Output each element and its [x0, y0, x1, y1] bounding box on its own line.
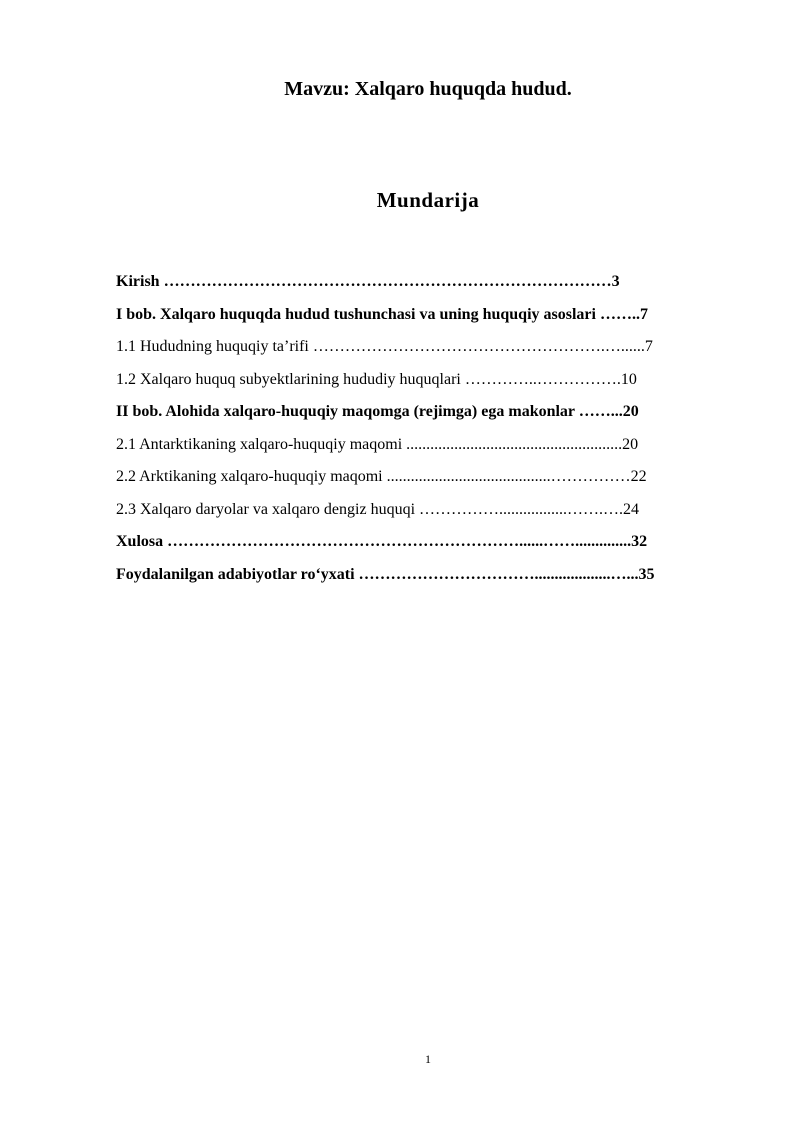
toc-entry-kirish	[116, 270, 736, 303]
toc-entry-text: 1.1 Hududning huquqiy ta’rifi ……………………………………………….…......7	[116, 338, 653, 355]
toc-entry-section-1-2	[116, 368, 736, 401]
toc-entry-section-2-2	[116, 465, 736, 498]
toc-entry-chapter-2	[116, 400, 736, 433]
page-number: 1	[425, 1052, 431, 1066]
toc-entry-text: I bob. Xalqaro huquqda hudud tushunchasi va uning huquqiy asoslari ……..7	[116, 305, 648, 323]
table-of-contents	[116, 270, 736, 595]
toc-entry-chapter-1	[116, 303, 736, 336]
toc-entry-section-1-1	[116, 335, 736, 368]
toc-entry-text: Foydalanilgan adabiyotlar ro‘yxati ……………………………...................…...35	[116, 565, 655, 583]
topic-title: Mavzu: Xalqaro huquqda hudud.	[284, 78, 572, 100]
toc-entry-text: Kirish …………………………………………………………………………3	[116, 273, 620, 290]
toc-entry-section-2-1	[116, 433, 736, 466]
toc-entry-bibliography	[116, 563, 736, 596]
toc-entry-text: 2.3 Xalqaro daryolar va xalqaro dengiz huquqi …………….................…….….24	[116, 500, 640, 518]
toc-entry-text: Xulosa …………………………………………………………......……..............32	[116, 533, 648, 550]
toc-entry-text: II bob. Alohida xalqaro-huquqiy maqomga (rejimga) ega makonlar ……...20	[116, 403, 639, 420]
toc-entry-xulosa	[116, 530, 736, 563]
toc-entry-text: 2.2 Arktikaning xalqaro-huquqiy maqomi .........................................……………22	[116, 468, 647, 485]
toc-entry-section-2-3	[116, 498, 736, 531]
toc-entry-text: 1.2 Xalqaro huquq subyektlarining hududiy huquqlari …………..…………….10	[116, 370, 637, 388]
toc-heading: Mundarija	[376, 188, 480, 212]
toc-entry-text: 2.1 Antarktikaning xalqaro-huquqiy maqomi ......................................................20	[116, 435, 639, 453]
